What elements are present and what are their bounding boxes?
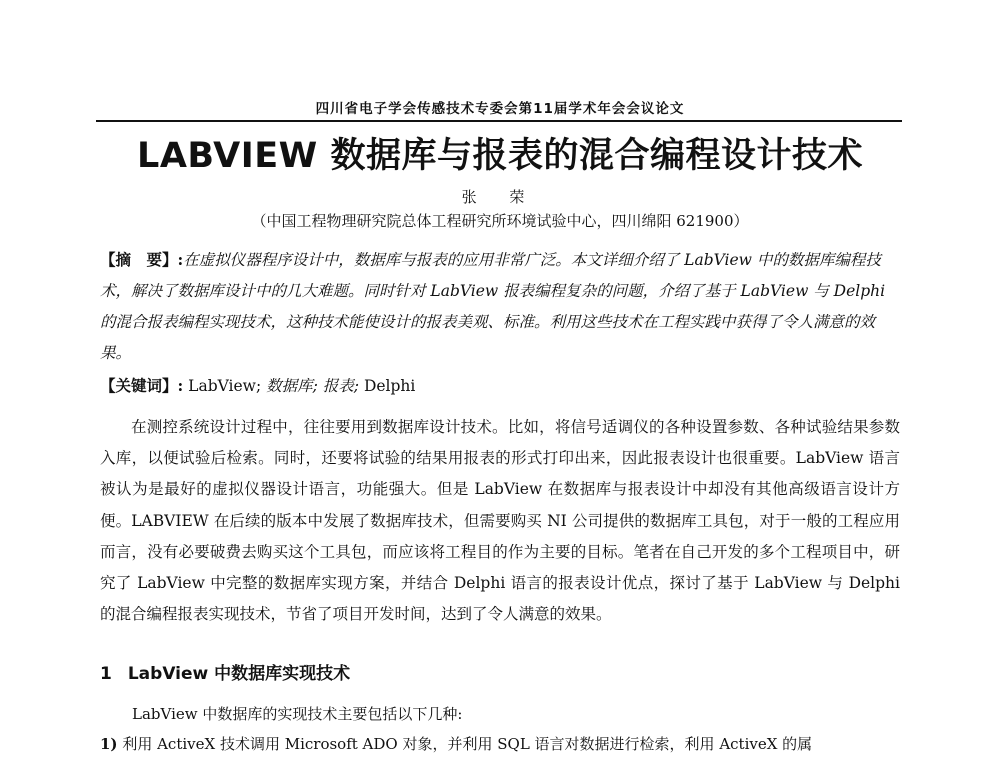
abstract-label: 【摘 要】: (100, 250, 184, 269)
keyword: LabView; (188, 377, 262, 395)
keyword: 报表; (322, 377, 360, 395)
section-intro-paragraph: LabView 中数据库的实现技术主要包括以下几种: (132, 705, 463, 723)
section-heading (100, 660, 900, 688)
abstract (100, 244, 900, 369)
section-number: 1 (100, 664, 112, 684)
list-item (100, 731, 920, 757)
keywords (100, 373, 900, 399)
author-name: 张 荣 (461, 188, 539, 206)
keyword: Delphi (363, 377, 416, 395)
paper-title: LABVIEW 数据库与报表的混合编程设计技术 (137, 136, 863, 176)
conference-header: 四川省电子学会传感技术专委会第11届学术年会会议论文 (315, 101, 685, 117)
header-rule (96, 120, 902, 122)
abstract-text: 在虚拟仪器程序设计中，数据库与报表的应用非常广泛。本文详细介绍了 LabView 中的数据库编程技术，解决了数据库设计中的几大难题。同时针对 LabView 报表编程复杂的问题，介绍了基于 LabView 与 Delphi 的混合报表编程实现技术，这种技术能使设计的报表美观、标准。利用这些技术在工程实践中获得了令人满意的效果。 (100, 251, 886, 362)
intro-paragraph: 在测控系统设计过程中，往往要用到数据库设计技术。比如，将信号适调仪的各种设置参数、各种试验结果参数入库，以便试验后检索。同时，还要将试验的结果用报表的形式打印出来，因此报表设计也很重要。LabView 语言被认为是最好的虚拟仪器设计语言，功能强大。但是 LabView 在数据库与报表设计中却没有其他高级语言设计方便。LABVIEW 在后续的版本中发展了数据库技术，但需要购买 NI 公司提供的数据库工具包，对于一般的工程应用而言，没有必要破费去购买这个工具包，而应该将工程目的作为主要的目标。笔者在自己开发的多个工程项目中，研究了 LabView 中完整的数据库实现方案，并结合 Delphi 语言的报表设计优点，探讨了基于 LabView 与 Delphi 的混合编程报表实现技术，节省了项目开发时间，达到了令人满意的效果。 (100, 418, 900, 624)
section-title: LabView 中数据库实现技术 (127, 664, 351, 684)
list-item-marker: 1) (100, 735, 118, 753)
author-affiliation: （中国工程物理研究院总体工程研究所环境试验中心，四川绵阳 621900） (251, 212, 749, 230)
keywords-label: 【关键词】: (100, 376, 184, 395)
keyword: 数据库; (266, 377, 318, 395)
list-item-text: 利用 ActiveX 技术调用 Microsoft ADO 对象，并利用 SQL 语言对数据进行检索，利用 ActiveX 的属 (122, 735, 813, 753)
